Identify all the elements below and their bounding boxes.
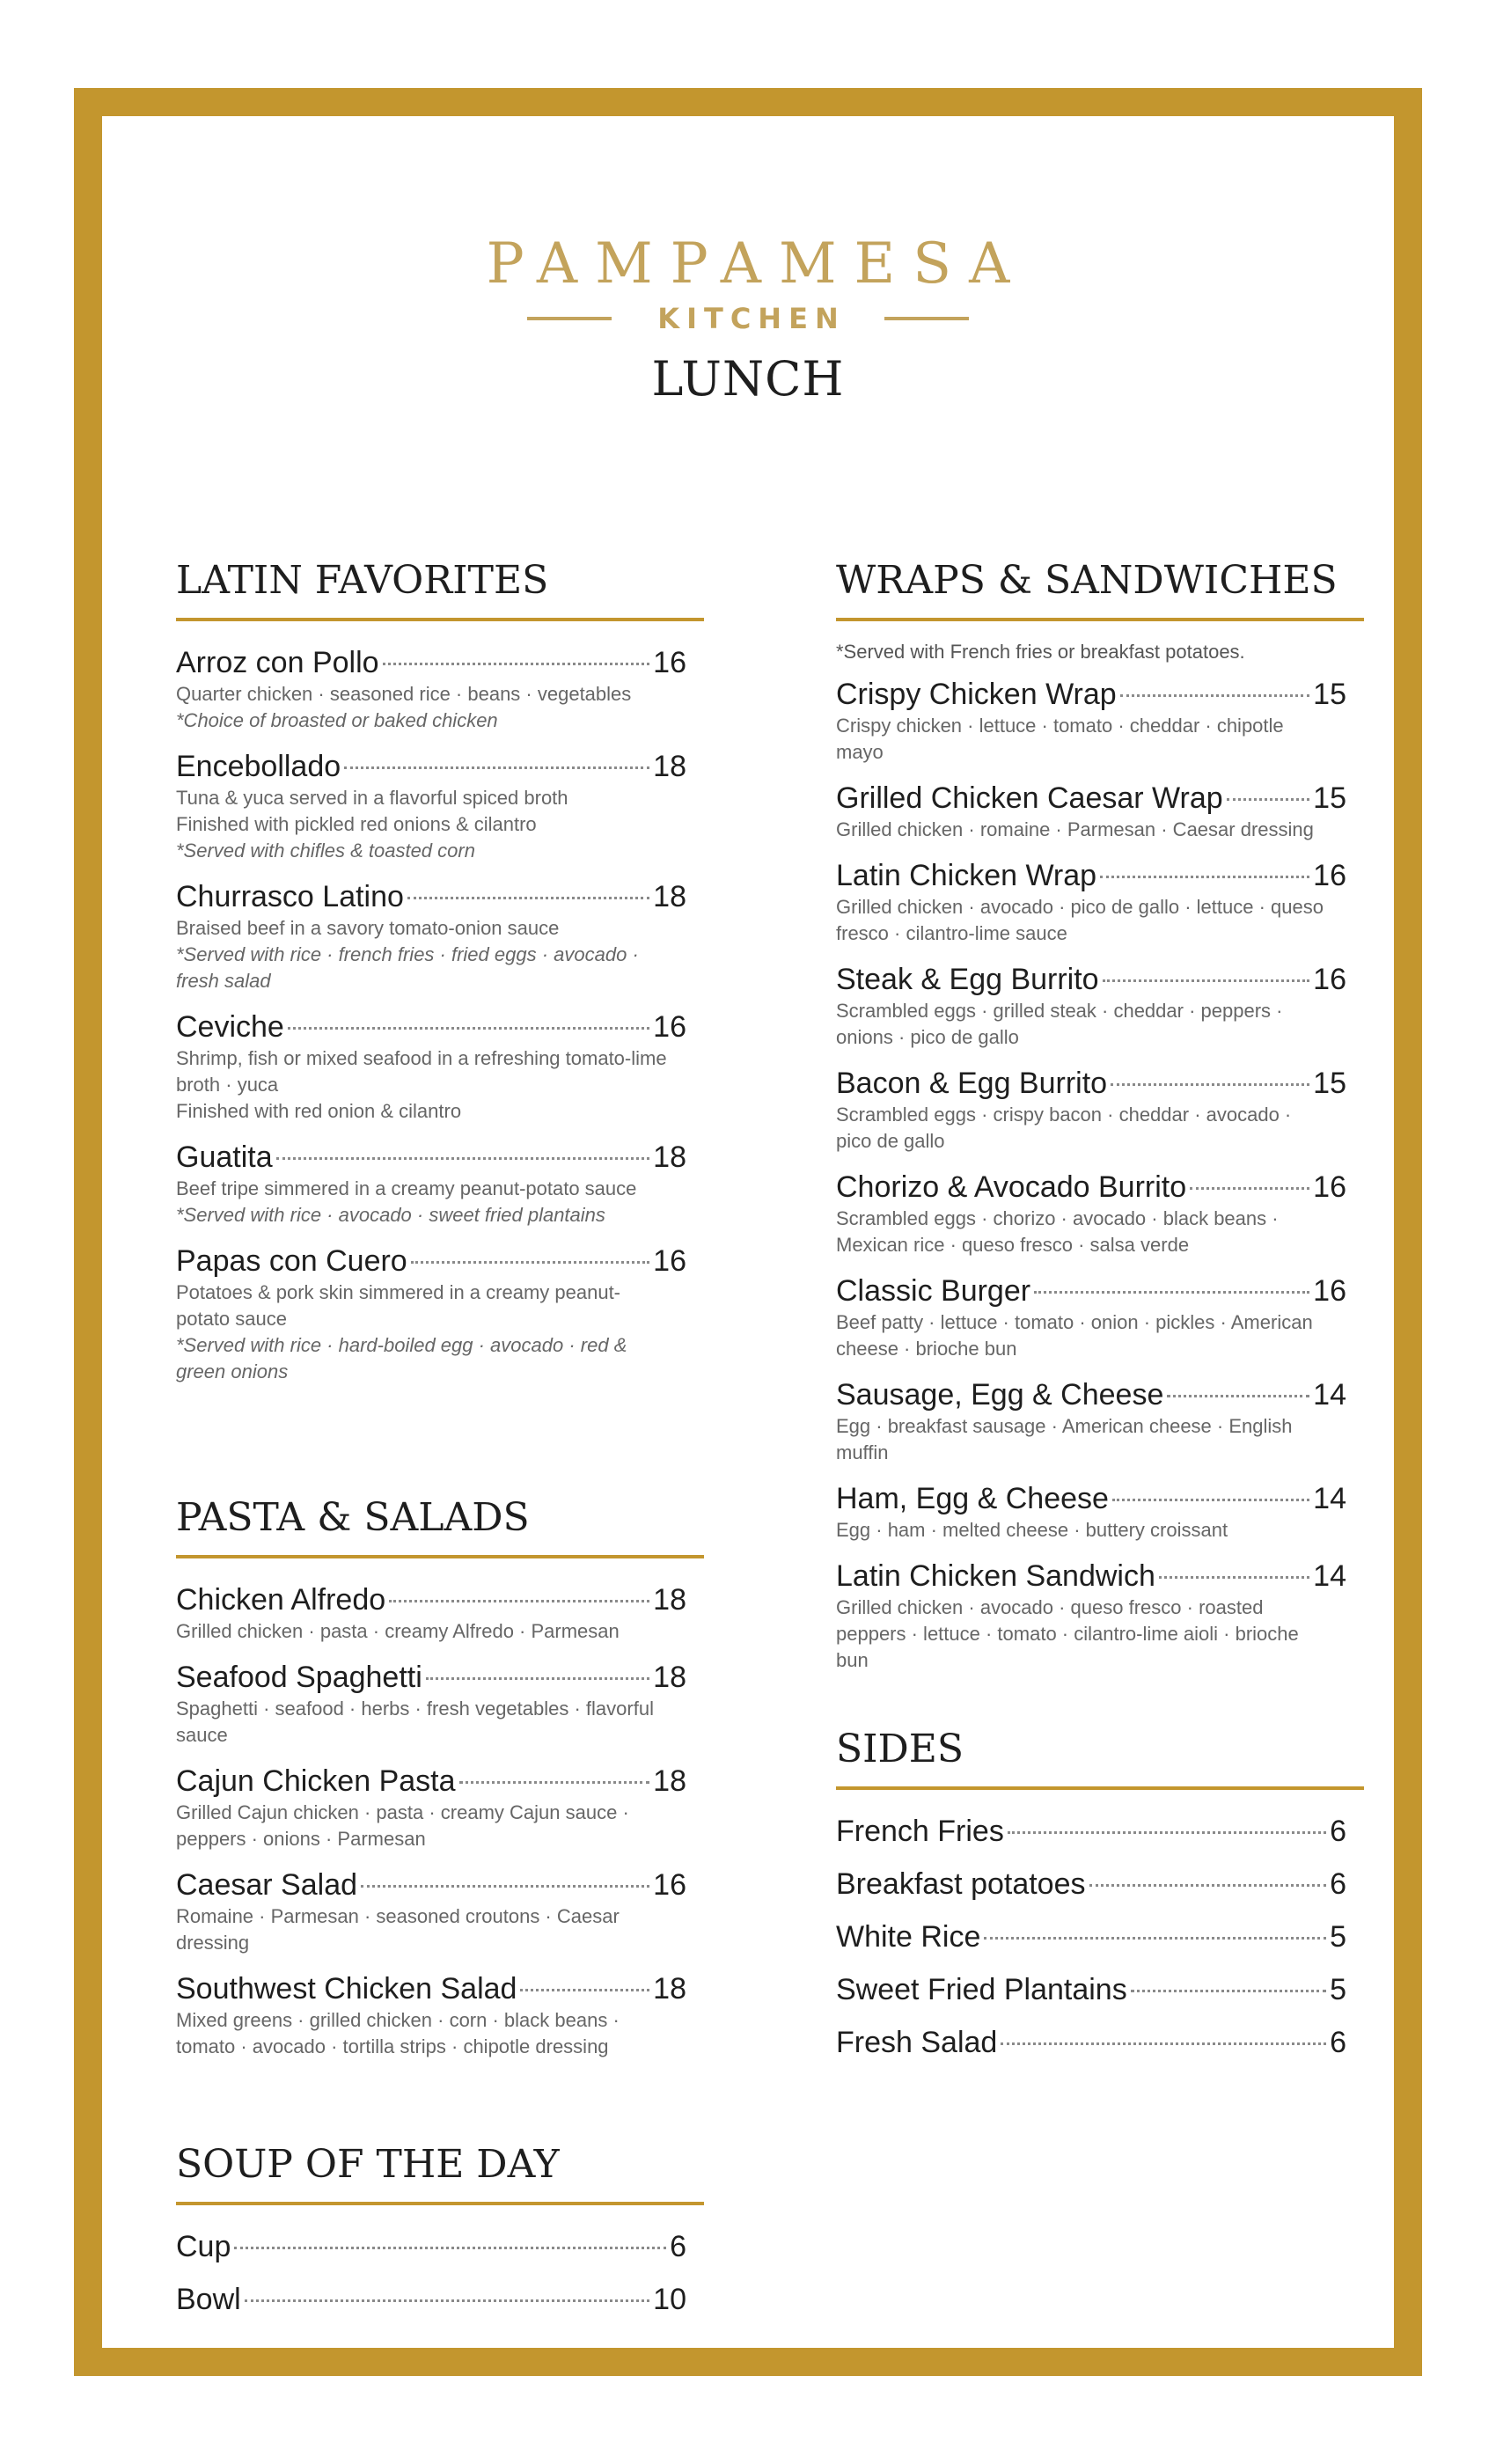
- menu-title: LUNCH: [651, 351, 845, 407]
- item-name: Grilled Chicken Caesar Wrap: [836, 781, 1223, 815]
- item-name: Churrasco Latino: [176, 880, 404, 913]
- item-description: Egg · ham · melted cheese · buttery croissant: [836, 1519, 1228, 1541]
- section-rule: [176, 2202, 704, 2205]
- menu-item-papas-con-cuero: [176, 1243, 704, 1385]
- item-price: 6: [1330, 1867, 1346, 1901]
- menu-item-chicken-alfredo: [176, 1581, 704, 1645]
- menu-item-french-fries: [836, 1813, 1364, 1850]
- dot-leader: [245, 2299, 649, 2302]
- item-price: 18: [653, 1140, 686, 1174]
- item-name: Chorizo & Avocado Burrito: [836, 1170, 1187, 1204]
- item-description: Mixed greens · grilled chicken · corn · black beans · tomato · avocado · tortilla strips · chipotle dressing: [176, 2009, 620, 2057]
- item-name: Seafood Spaghetti: [176, 1661, 422, 1694]
- section-note: *Served with French fries or breakfast potatoes.: [836, 641, 1245, 663]
- section-title: SOUP OF THE DAY: [176, 2142, 560, 2187]
- item-name: Crispy Chicken Wrap: [836, 678, 1117, 711]
- item-name: Cup: [176, 2230, 231, 2263]
- section-latin-favorites: [176, 554, 704, 1399]
- item-name: Breakfast potatoes: [836, 1867, 1086, 1901]
- item-description: Scrambled eggs · grilled steak · cheddar · peppers · onions · pico de gallo: [836, 1000, 1283, 1048]
- menu-item-caesar-salad: [176, 1866, 704, 1956]
- menu-item-cajun-chicken-pasta: [176, 1763, 704, 1852]
- item-name: Steak & Egg Burrito: [836, 963, 1099, 996]
- menu-item-sausage-egg-cheese: [836, 1376, 1364, 1466]
- item-name: Fresh Salad: [836, 2026, 998, 2059]
- item-price: 16: [653, 646, 686, 679]
- dot-leader: [1159, 1576, 1309, 1579]
- brand-divider-right: [884, 317, 969, 320]
- item-name: Sausage, Egg & Cheese: [836, 1378, 1164, 1412]
- item-description: Potatoes & pork skin simmered in a creamy peanut-potato sauce: [176, 1281, 621, 1330]
- item-description: Grilled chicken · avocado · queso fresco · roasted peppers · lettuce · tomato · cilantro-lime aioli · brioche bun: [836, 1596, 1299, 1671]
- item-description-2: Finished with pickled red onions & cilantro: [176, 813, 537, 835]
- item-price: 5: [1330, 1920, 1346, 1954]
- item-price: 15: [1313, 678, 1346, 711]
- item-price: 16: [1313, 963, 1346, 996]
- menu-item-southwest-chicken-salad: [176, 1970, 704, 2060]
- item-description: Beef tripe simmered in a creamy peanut-potato sauce: [176, 1177, 637, 1199]
- item-description: Scrambled eggs · crispy bacon · cheddar · avocado · pico de gallo: [836, 1104, 1292, 1152]
- item-description: Quarter chicken · seasoned rice · beans · vegetables: [176, 683, 632, 705]
- section-wraps-sandwiches: [836, 554, 1364, 1688]
- item-price: 16: [653, 1010, 686, 1044]
- item-price: 18: [653, 1764, 686, 1798]
- dot-leader: [1112, 1499, 1309, 1501]
- dot-leader: [459, 1781, 650, 1784]
- item-description: Braised beef in a savory tomato-onion sauce: [176, 917, 560, 939]
- item-name: Bacon & Egg Burrito: [836, 1067, 1108, 1100]
- item-description: Shrimp, fish or mixed seafood in a refreshing tomato-lime broth · yuca: [176, 1047, 667, 1096]
- menu-item-fresh-salad: [836, 2024, 1364, 2061]
- menu-item-chorizo-avocado-burrito: [836, 1169, 1364, 1258]
- dot-leader: [344, 766, 649, 769]
- item-name: Latin Chicken Wrap: [836, 859, 1097, 892]
- item-description: Scrambled eggs · chorizo · avocado · black beans · Mexican rice · queso fresco · salsa verde: [836, 1207, 1279, 1256]
- menu-item-ham-egg-cheese: [836, 1480, 1364, 1544]
- item-description: Tuna & yuca served in a flavorful spiced broth: [176, 787, 568, 809]
- section-rule: [836, 618, 1364, 621]
- item-name: White Rice: [836, 1920, 981, 1954]
- item-name: Bowl: [176, 2283, 241, 2316]
- item-name: Latin Chicken Sandwich: [836, 1559, 1155, 1593]
- item-name: Ceviche: [176, 1010, 284, 1044]
- item-note: *Served with rice · hard-boiled egg · avocado · red & green onions: [176, 1334, 627, 1382]
- brand-divider-left: [527, 317, 612, 320]
- item-description: Crispy chicken · lettuce · tomato · cheddar · chipotle mayo: [836, 715, 1284, 763]
- dot-leader: [1131, 1990, 1326, 1992]
- dot-leader: [288, 1027, 649, 1030]
- menu-item-white-rice: [836, 1918, 1364, 1955]
- item-price: 18: [653, 1972, 686, 2006]
- dot-leader: [1008, 1831, 1326, 1834]
- section-title: LATIN FAVORITES: [176, 558, 549, 603]
- dot-leader: [389, 1600, 649, 1602]
- item-price: 18: [653, 750, 686, 783]
- item-name: Southwest Chicken Salad: [176, 1972, 517, 2006]
- item-name: Sweet Fried Plantains: [836, 1973, 1127, 2006]
- item-price: 16: [653, 1868, 686, 1902]
- dot-leader: [1227, 798, 1310, 801]
- item-price: 14: [1313, 1378, 1346, 1412]
- menu-item-encebollado: [176, 748, 704, 864]
- item-description: Egg · breakfast sausage · American cheese · English muffin: [836, 1415, 1293, 1463]
- dot-leader: [411, 1261, 649, 1264]
- menu-item-sweet-fried-plantains: [836, 1971, 1364, 2008]
- item-price: 5: [1330, 1973, 1346, 2006]
- item-price: 18: [653, 1661, 686, 1694]
- item-description: Grilled chicken · romaine · Parmesan · Caesar dressing: [836, 818, 1314, 840]
- dot-leader: [1120, 694, 1309, 697]
- item-name: Caesar Salad: [176, 1868, 358, 1902]
- dot-leader: [426, 1677, 649, 1680]
- item-note: *Served with rice · french fries · fried eggs · avocado · fresh salad: [176, 943, 639, 992]
- section-title: SIDES: [836, 1727, 964, 1771]
- item-price: 18: [653, 880, 686, 913]
- menu-item-seafood-spaghetti: [176, 1659, 704, 1749]
- dot-leader: [1167, 1395, 1309, 1397]
- menu-item-churrasco-latino: [176, 878, 704, 994]
- section-pasta-salads: [176, 1492, 704, 2074]
- dot-leader: [1100, 876, 1309, 878]
- item-description: Grilled Cajun chicken · pasta · creamy Cajun sauce · peppers · onions · Parmesan: [176, 1801, 629, 1850]
- dot-leader: [276, 1157, 650, 1160]
- brand-sub: KITCHEN: [657, 302, 846, 335]
- dot-leader: [383, 663, 650, 665]
- dot-leader: [520, 1989, 649, 1991]
- item-description: Grilled chicken · pasta · creamy Alfredo · Parmesan: [176, 1620, 620, 1642]
- section-soup-of-the-day: [176, 2138, 704, 2334]
- item-name: French Fries: [836, 1815, 1004, 1848]
- menu-item-cup: [176, 2228, 704, 2265]
- dot-leader: [361, 1885, 649, 1888]
- item-note: *Served with chifles & toasted corn: [176, 840, 475, 862]
- item-price: 14: [1313, 1482, 1346, 1515]
- dot-leader: [1034, 1291, 1309, 1294]
- item-name: Papas con Cuero: [176, 1244, 407, 1278]
- item-price: 15: [1313, 1067, 1346, 1100]
- item-price: 16: [653, 1244, 686, 1278]
- item-description: Grilled chicken · avocado · pico de gallo · lettuce · queso fresco · cilantro-lime sauce: [836, 896, 1324, 944]
- brand-header: [0, 229, 1496, 410]
- section-sides: [836, 1723, 1364, 2077]
- section-rule: [176, 1555, 704, 1558]
- menu-item-latin-chicken-sandwich: [836, 1558, 1364, 1674]
- item-description: Beef patty · lettuce · tomato · onion · pickles · American cheese · brioche bun: [836, 1311, 1313, 1360]
- item-price: 10: [653, 2283, 686, 2316]
- dot-leader: [1190, 1187, 1309, 1190]
- item-name: Encebollado: [176, 750, 341, 783]
- item-description: Spaghetti · seafood · herbs · fresh vegetables · flavorful sauce: [176, 1698, 654, 1746]
- menu-item-classic-burger: [836, 1272, 1364, 1362]
- item-price: 16: [1313, 859, 1346, 892]
- item-note: *Choice of broasted or baked chicken: [176, 709, 498, 731]
- brand-name: PAMPAMESA: [486, 231, 1028, 297]
- menu-item-breakfast-potatoes: [836, 1866, 1364, 1903]
- brand-sub-row: [0, 301, 1496, 336]
- item-price: 16: [1313, 1274, 1346, 1308]
- item-name: Arroz con Pollo: [176, 646, 379, 679]
- menu-item-bacon-egg-burrito: [836, 1065, 1364, 1155]
- dot-leader: [407, 897, 649, 899]
- item-price: 6: [1330, 1815, 1346, 1848]
- menu-item-guatita: [176, 1139, 704, 1228]
- menu-item-crispy-chicken-wrap: [836, 676, 1364, 766]
- section-rule: [836, 1786, 1364, 1790]
- item-price: 6: [1330, 2026, 1346, 2059]
- dot-leader: [1111, 1083, 1309, 1086]
- item-name: Cajun Chicken Pasta: [176, 1764, 456, 1798]
- item-description-2: Finished with red onion & cilantro: [176, 1100, 462, 1122]
- dot-leader: [1001, 2042, 1326, 2045]
- item-price: 16: [1313, 1170, 1346, 1204]
- item-note: *Served with rice · avocado · sweet fried plantains: [176, 1204, 605, 1226]
- item-name: Ham, Egg & Cheese: [836, 1482, 1109, 1515]
- dot-leader: [234, 2247, 666, 2249]
- menu-item-arroz-con-pollo: [176, 644, 704, 734]
- menu-item-grilled-chicken-caesar-wrap: [836, 780, 1364, 843]
- item-price: 14: [1313, 1559, 1346, 1593]
- item-description: Romaine · Parmesan · seasoned croutons · Caesar dressing: [176, 1905, 620, 1954]
- item-price: 6: [670, 2230, 686, 2263]
- item-name: Guatita: [176, 1140, 273, 1174]
- section-rule: [176, 618, 704, 621]
- dot-leader: [984, 1937, 1326, 1940]
- section-title: WRAPS & SANDWICHES: [836, 558, 1338, 603]
- menu-item-bowl: [176, 2281, 704, 2318]
- item-name: Chicken Alfredo: [176, 1583, 386, 1617]
- menu-item-ceviche: [176, 1008, 704, 1125]
- menu-item-steak-egg-burrito: [836, 961, 1364, 1051]
- item-price: 15: [1313, 781, 1346, 815]
- item-name: Classic Burger: [836, 1274, 1031, 1308]
- dot-leader: [1089, 1884, 1327, 1887]
- dot-leader: [1103, 979, 1310, 982]
- item-price: 18: [653, 1583, 686, 1617]
- menu-item-latin-chicken-wrap: [836, 857, 1364, 947]
- section-title: PASTA & SALADS: [176, 1495, 530, 1540]
